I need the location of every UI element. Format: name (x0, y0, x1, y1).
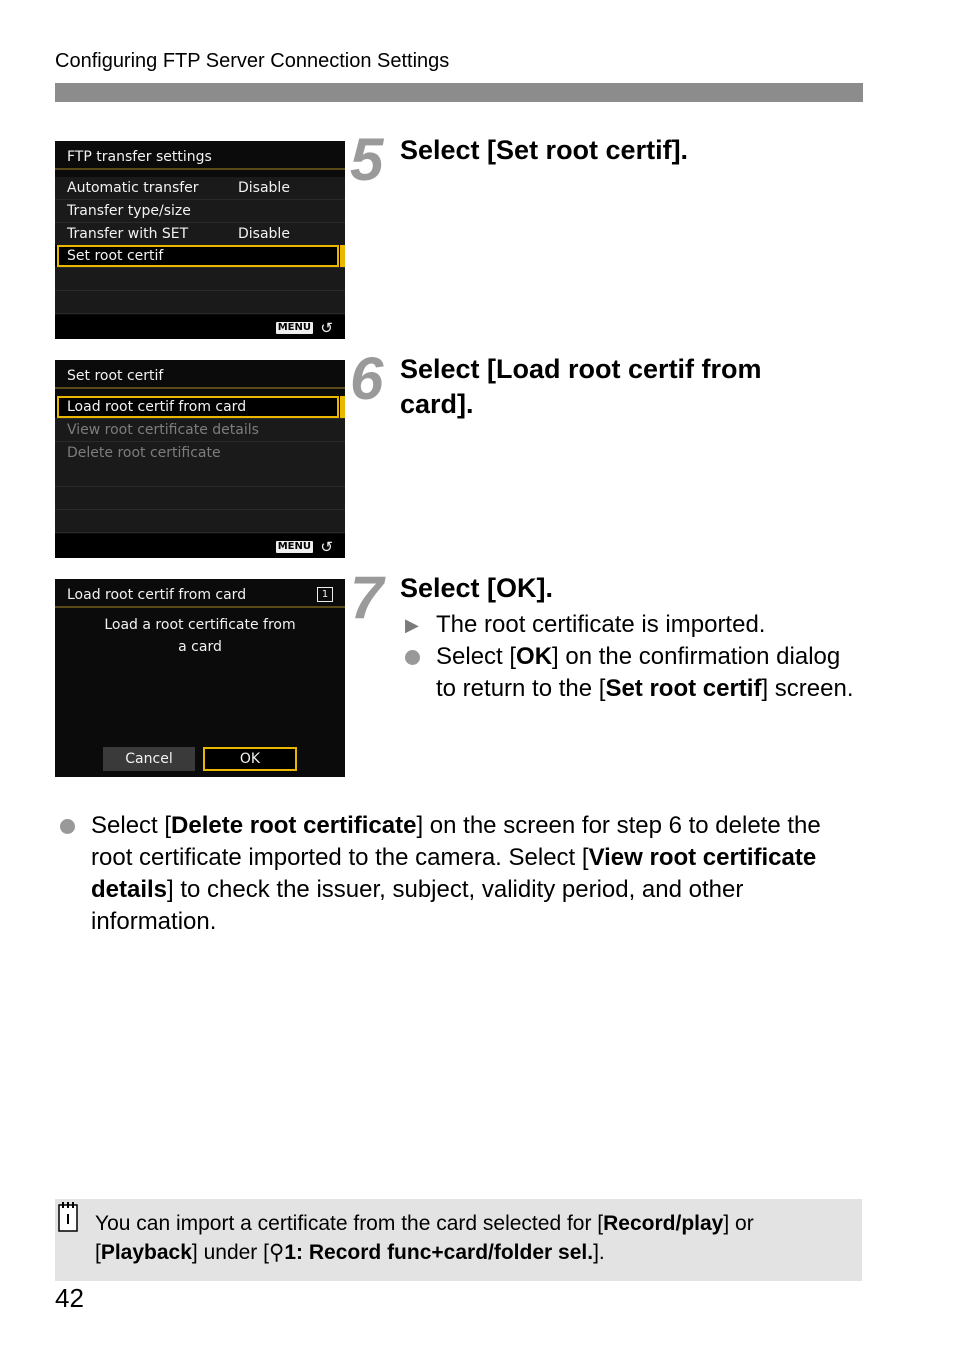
menu-row-label: Delete root certificate (67, 445, 221, 461)
menu-row-value: Disable (238, 180, 290, 196)
step-number: 7 (350, 564, 384, 631)
page-header-title: Configuring FTP Server Connection Settings (55, 50, 450, 72)
menu-row-label: Automatic transfer (67, 180, 199, 196)
info-note-text: You can import a certificate from the card selected for [Record/play] or [Playback] under [⚲1: Record func+card/folder sel.]. (95, 1212, 754, 1264)
wrench-icon: ⚲ (268, 1241, 285, 1264)
screen-title: Load root certif from card (67, 587, 247, 603)
camera-screen-ftp-transfer-settings (55, 141, 345, 339)
back-arrow-icon: ↺ (320, 319, 333, 337)
bullet-circle-icon (405, 641, 431, 675)
menu-row-label: Transfer with SET (67, 226, 189, 242)
step-title: Select [Set root certif]. (400, 135, 689, 165)
step-number: 5 (350, 126, 384, 193)
menu-row-label: Set root certif (67, 248, 164, 264)
menu-row-empty (55, 291, 345, 314)
triangle-arrow-icon: ▶ (405, 615, 419, 635)
ok-button[interactable]: OK (203, 747, 297, 771)
bullet-text: Select [OK] on the confirmation dialog to return to the [Set root certif] screen. (436, 643, 854, 702)
menu-row-label: Load root certif from card (67, 399, 247, 415)
memo-note-icon (58, 1202, 78, 1232)
menu-row-label: Transfer type/size (67, 203, 191, 219)
screen-title: FTP transfer settings (67, 149, 212, 165)
menu-button-badge: MENU (277, 541, 311, 552)
back-arrow-icon: ↺ (320, 538, 333, 556)
title-divider (55, 168, 345, 170)
menu-row-empty (55, 510, 345, 533)
info-note-box (55, 1199, 862, 1281)
menu-row-value: Disable (238, 226, 290, 242)
dialog-message-line: a card (178, 639, 222, 655)
screen-footer (55, 315, 345, 339)
menu-row-view-root-certificate[interactable] (55, 419, 345, 442)
bullet-text: The root certificate is imported. (436, 611, 766, 638)
page-number: 42 (55, 1283, 84, 1313)
title-divider (55, 387, 345, 389)
selection-marker (340, 396, 345, 418)
cancel-button[interactable]: Cancel (103, 747, 195, 771)
screen-title: Set root certif (67, 368, 164, 384)
menu-row-set-root-certif[interactable] (55, 245, 345, 268)
card-slot-icon: 1 (317, 587, 333, 602)
bullet-circle-icon (60, 810, 75, 843)
step-title: Select [Load root certif from card]. (400, 354, 762, 419)
camera-screen-set-root-certif (55, 360, 345, 558)
title-divider (55, 606, 345, 608)
menu-row-automatic-transfer[interactable] (55, 177, 345, 200)
selection-marker (340, 245, 345, 267)
header-bar (55, 83, 863, 102)
screen-footer (55, 534, 345, 558)
camera-screen-load-root-certif-dialog (55, 579, 345, 777)
step-title: Select [OK]. (400, 573, 554, 603)
menu-row-empty (55, 487, 345, 510)
menu-row-transfer-type-size[interactable] (55, 200, 345, 223)
menu-row-label: View root certificate details (67, 422, 259, 438)
menu-row-load-root-certif[interactable] (55, 396, 345, 419)
menu-row-transfer-with-set[interactable] (55, 223, 345, 246)
menu-row-delete-root-certificate[interactable] (55, 442, 345, 465)
note-text: Select [Delete root certificate] on the screen for step 6 to delete the root certificate imported to the camera. Select [View root certificate details] to check the issuer, subject, validity period, and other information. (91, 812, 821, 935)
dialog-message-line: Load a root certificate from (104, 617, 296, 633)
step-number: 6 (350, 345, 384, 412)
menu-row-empty (55, 464, 345, 487)
menu-button-badge: MENU (277, 322, 311, 333)
menu-row-empty (55, 268, 345, 291)
